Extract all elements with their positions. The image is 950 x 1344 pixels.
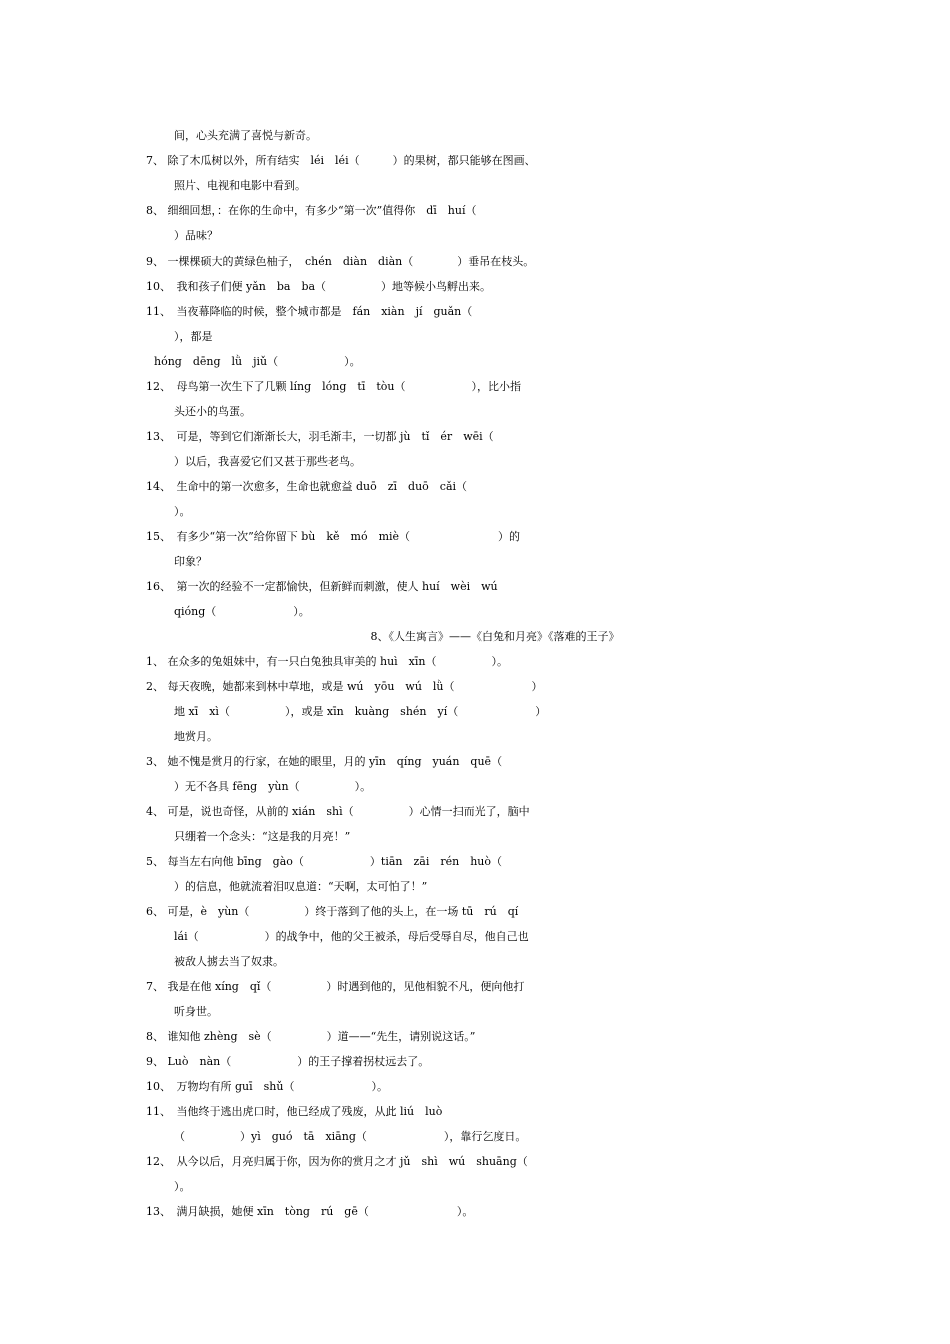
- text-line: qióng（ ）。: [174, 605, 310, 618]
- text-line: 头还小的鸟蛋。: [174, 405, 251, 418]
- text-line: hóng dēng lǜ jiǔ（ ）。: [154, 355, 361, 368]
- text-line: ）的信息，他就流着泪叹息道：“天啊，太可怕了！”: [174, 880, 428, 893]
- text-line: ），都是: [174, 330, 213, 343]
- question-line: 6、 可是，è yùn（ ）终于落到了他的头上，在一场 tū rú qí: [146, 905, 519, 918]
- text-line: ）品味？: [174, 229, 218, 242]
- question-line: 16、 第一次的经验不一定都愉快，但新鲜而刺激，使人 huí wèi wú: [146, 580, 498, 593]
- text-line: 印象？: [174, 555, 207, 568]
- question-line: 8、 细细回想，：在你的生命中，有多少“第一次”值得你 dī huí（: [146, 204, 477, 217]
- question-line: 13、 满月缺损，她便 xīn tòng rú gē（ ）。: [146, 1205, 474, 1218]
- text-line: 只绷着一个念头：“这是我的月亮！”: [174, 830, 351, 843]
- section-heading: 8、《人生寓言》——《白兔和月亮》《落难的王子》: [370, 630, 620, 643]
- question-line: 15、 有多少“第一次”给你留下 bù kě mó miè（ ）的: [146, 530, 521, 543]
- question-line: 4、 可是，说也奇怪，从前的 xián shì（ ）心情一扫而光了，脑中: [146, 805, 530, 818]
- text-line: 照片、电视和电影中看到。: [174, 179, 306, 192]
- question-line: 5、 每当左右向他 bīng gào（ ）tiān zāi rén huò（: [146, 855, 502, 868]
- question-line: 14、 生命中的第一次愈多，生命也就愈益 duō zī duō cǎi（: [146, 480, 468, 493]
- question-line: 9、 一棵棵硕大的黄绿色柚子， chén diàn diàn（ ）垂吊在枝头。: [146, 255, 535, 268]
- question-line: 12、 母鸟第一次生下了几颗 líng lóng tī tòu（ ），比小指: [146, 380, 521, 393]
- question-line: 8、 谁知他 zhèng sè（ ）道——“先生，请别说这话。”: [146, 1030, 476, 1043]
- text-line: 听身世。: [174, 1005, 218, 1018]
- question-line: 9、 Luò nàn（ ）的王子撑着拐杖远去了。: [146, 1055, 430, 1068]
- text-line: 被敌人掳去当了奴隶。: [174, 955, 284, 968]
- question-line: 13、 可是，等到它们渐渐长大，羽毛渐丰，一切都 jù tǐ ér wēi（: [146, 430, 494, 443]
- text-line: ）。: [174, 1180, 191, 1193]
- text-line: 地赏月。: [174, 730, 218, 743]
- question-line: 11、 当他终于逃出虎口时，他已经成了残废，从此 liú luò: [146, 1105, 443, 1118]
- question-line: 1、 在众多的兔姐妹中，有一只白兔独具审美的 huì xīn（ ）。: [146, 655, 508, 668]
- text-line: （ ）yì guó tā xiāng（ ），靠行乞度日。: [174, 1130, 527, 1143]
- question-line: 2、 每天夜晚，她都来到林中草地，或是 wú yōu wú lǜ（ ）: [146, 680, 543, 693]
- text-line: ）。: [174, 505, 191, 518]
- question-line: 3、 她不愧是赏月的行家，在她的眼里，月的 yīn qíng yuán quē（: [146, 755, 503, 768]
- text-line: ）以后，我喜爱它们又甚于那些老鸟。: [174, 455, 361, 468]
- question-line: 7、 我是在他 xíng qǐ（ ）时遇到他的，见他相貌不凡，便向他打: [146, 980, 525, 993]
- text-line: ）无不各具 fēng yùn（ ）。: [174, 780, 372, 793]
- question-line: 7、 除了木瓜树以外，所有结实 léi léi（ ）的果树，都只能够在图画、: [146, 154, 536, 167]
- text-line: 地 xī xì（ ），或是 xīn kuàng shén yí（ ）: [174, 705, 547, 718]
- question-line: 10、 我和孩子们便 yǎn ba ba（ ）地等候小鸟孵出来。: [146, 280, 492, 293]
- question-line: 11、 当夜幕降临的时候，整个城市都是 fán xiàn jí guǎn（: [146, 305, 473, 318]
- question-line: 12、 从今以后，月亮归属于你，因为你的赏月之才 jǔ shì wú shuāng（: [146, 1155, 528, 1168]
- text-line: 间，心头充满了喜悦与新奇。: [174, 129, 317, 142]
- question-line: 10、 万物均有所 guī shǔ（ ）。: [146, 1080, 388, 1093]
- text-line: lái（ ）的战争中，他的父王被杀，母后受辱自尽，他自己也: [174, 930, 529, 943]
